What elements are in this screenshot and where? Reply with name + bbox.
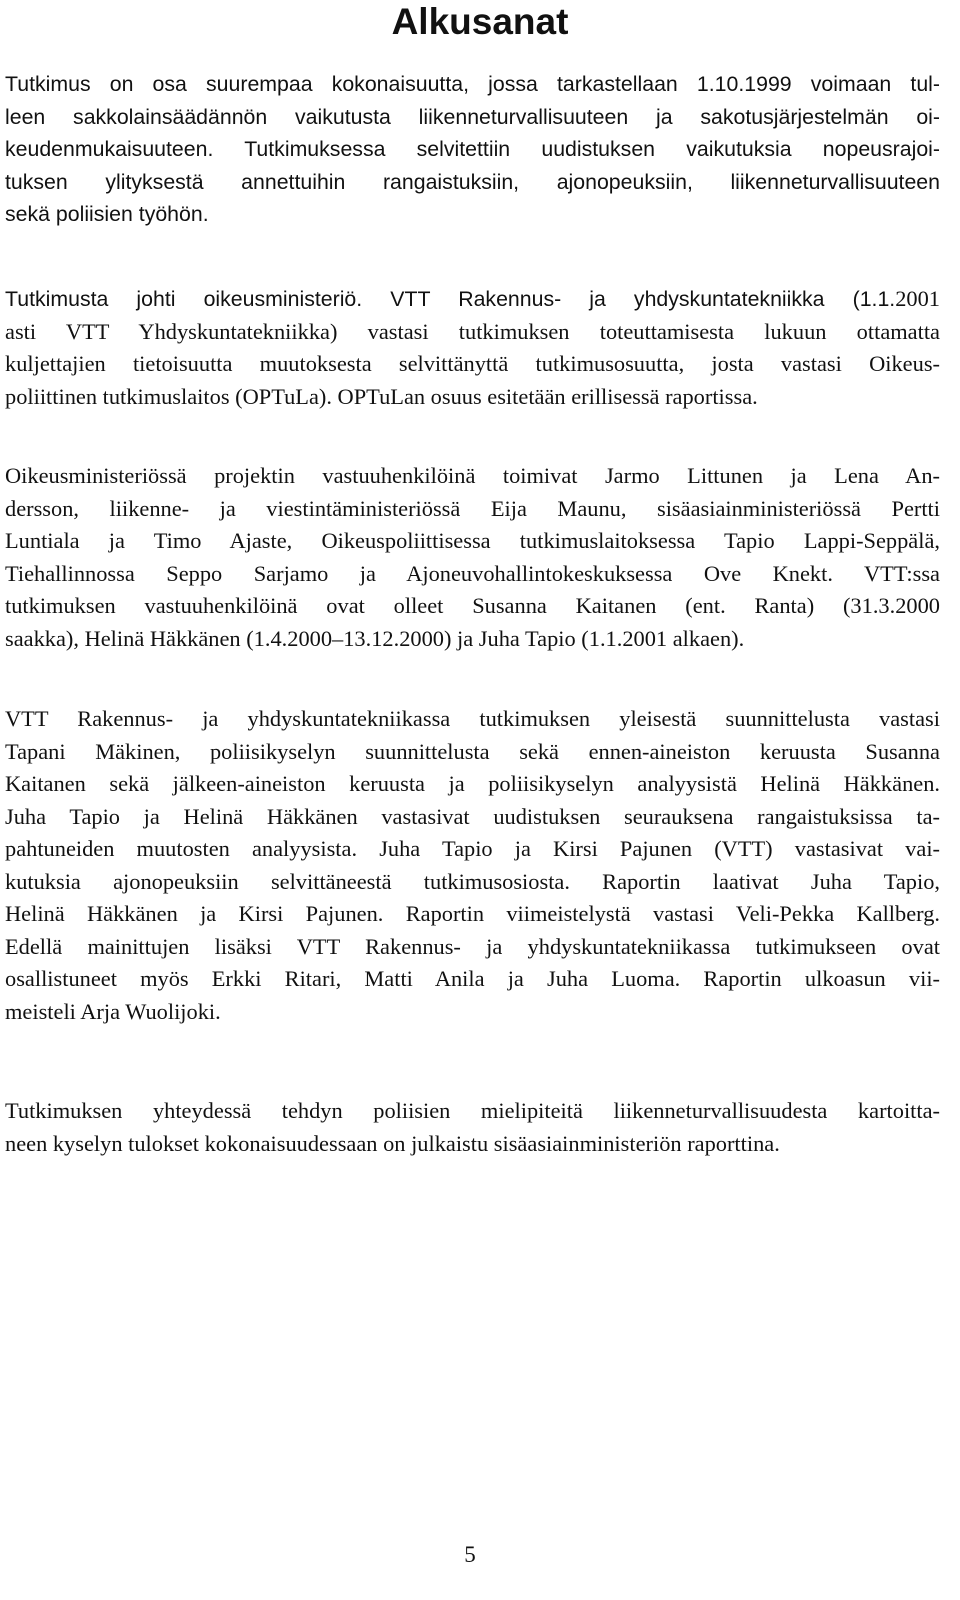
text-line: meisteli Arja Wuolijoki. (5, 998, 221, 1024)
text-line: kutuksia ajonopeuksiin selvittäneestä tutkimusosiosta. Raportin laativat Juha Tapio, (5, 868, 940, 894)
text-line: Tiehallinnossa Seppo Sarjamo ja Ajoneuvohallintokeskuksessa Ove Knekt. VTT:ssa (5, 560, 940, 586)
text-line: tutkimuksen vastuuhenkilöinä ovat olleet Susanna Kaitanen (ent. Ranta) (31.3.2000 (5, 593, 940, 618)
text-line: Juha Tapio ja Helinä Häkkänen vastasivat uudistuksen seurauksena rangaistuksissa ta- (5, 803, 940, 829)
text-line: Oikeusministeriössä projektin vastuuhenkilöinä toimivat Jarmo Littunen ja Lena An- (5, 463, 940, 488)
text-line: sekä poliisien työhön. (5, 202, 209, 226)
text-line: Tutkimus on osa suurempaa kokonaisuutta, jossa tarkastellaan 1.10.1999 voimaan tul- (5, 72, 940, 96)
text-line: kuljettajien tietoisuutta muutoksesta selvittänyttä tutkimusosuutta, josta vastasi Oikeus- (5, 351, 940, 376)
text-line: Tapani Mäkinen, poliisikyselyn suunnittelusta sekä ennen-aineiston keruusta Susanna (5, 738, 940, 764)
text-line: neen kyselyn tulokset kokonaisuudessaan on julkaistu sisäasiainministeriön raporttina. (5, 1130, 780, 1156)
text-line: VTT Rakennus- ja yhdyskuntatekniikassa tutkimuksen yleisestä suunnittelusta vastasi (5, 706, 940, 731)
paragraph-vtt-team (5, 703, 940, 1028)
paragraph-leadership (5, 283, 940, 413)
text-line: Helinä Häkkänen ja Kirsi Pajunen. Raportin viimeistelystä vastasi Veli-Pekka Kallberg. (5, 901, 940, 926)
text-line: dersson, liikenne- ja viestintäministeriössä Eija Maunu, sisäasiainministeriössä Pertti (5, 495, 940, 521)
text-line: Luntiala ja Timo Ajaste, Oikeuspoliittisessa tutkimuslaitoksessa Tapio Lappi-Seppälä, (5, 528, 940, 553)
text-line: poliittinen tutkimuslaitos (OPTuLa). OPTuLan osuus esitetään erillisessä raportissa. (5, 383, 758, 409)
page-number: 5 (464, 1542, 476, 1567)
text-line: leen sakkolainsäädännön vaikutusta liikenneturvallisuuteen ja sakotusjärjestelmän oi- (5, 104, 940, 129)
text-line: saakka), Helinä Häkkänen (1.4.2000–13.12.2000) ja Juha Tapio (1.1.2001 alkaen). (5, 625, 745, 651)
text-line: asti VTT Yhdyskuntatekniikka) vastasi tutkimuksen toteuttamisesta lukuun ottamatta (5, 318, 940, 344)
text-line: pahtuneiden muutosten analyysista. Juha Tapio ja Kirsi Pajunen (VTT) vastasivat vai- (5, 836, 940, 861)
text-fragment-serif: 2001 (895, 286, 940, 311)
page-title: Alkusanat (391, 1, 569, 42)
paragraph-intro (5, 68, 940, 231)
paragraph-responsible-persons (5, 460, 940, 655)
text-line: Edellä mainittujen lisäksi VTT Rakennus- ja yhdyskuntatekniikassa tutkimukseen ovat (5, 933, 940, 959)
text-line-mixed (5, 283, 940, 316)
text-line: Tutkimuksen yhteydessä tehdyn poliisien mielipiteitä liikenneturvallisuudesta kartoitta- (5, 1098, 940, 1123)
text-line: tuksen ylityksestä annettuihin rangaistuksiin, ajonopeuksiin, liikenneturvallisuuteen (5, 169, 940, 194)
text-line: keudenmukaisuuteen. Tutkimuksessa selvitettiin uudistuksen vaikutuksia nopeusrajoi- (5, 137, 940, 161)
text-line: osallistuneet myös Erkki Ritari, Matti Anila ja Juha Luoma. Raportin ulkoasun vii- (5, 966, 940, 991)
paragraph-survey (5, 1095, 940, 1160)
text-line: Kaitanen sekä jälkeen-aineiston keruusta ja poliisikyselyn analyysistä Helinä Häkkänen. (5, 771, 940, 796)
text-fragment-sans: Tutkimusta johti oikeusministeriö. VTT Rakennus- ja yhdyskuntatekniikka (1.1. (5, 287, 896, 311)
